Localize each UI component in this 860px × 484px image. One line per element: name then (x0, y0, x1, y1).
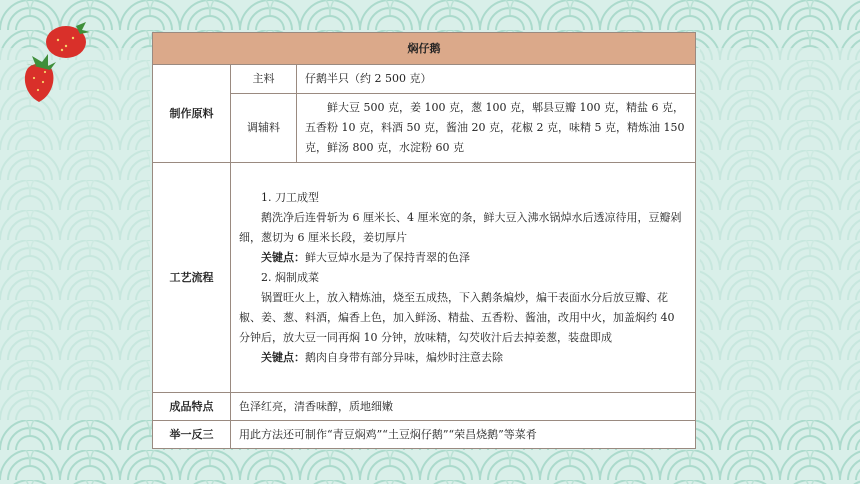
recipe-title: 焖仔鹅 (153, 33, 696, 65)
step-2-title: 2. 焖制成菜 (261, 270, 319, 284)
ingredients-heading: 制作原料 (153, 65, 231, 163)
step-2-text: 锅置旺火上，放入精炼油，烧至五成热，下入鹅条煸炒，煸干表面水分后放豆瓣、花椒、姜、葱、料酒，煸香上色，加入鲜汤、精盐、五香粉、酱油，改用中火，加盖焖约 40 分钟后，放大豆一同再焖 10 分钟，放味精，勾芡收汁后去掉姜葱，装盘即成 (239, 290, 675, 344)
process-body (231, 163, 696, 393)
features-text: 色泽红亮，清香味醇，质地细嫩 (231, 393, 696, 421)
extend-heading: 举一反三 (153, 421, 231, 449)
seasoning-row (153, 94, 696, 163)
key-point-text: 鲜大豆焯水是为了保持青翠的色泽 (305, 250, 470, 264)
recipe-table (152, 32, 696, 449)
key-point-text: 鹅肉自身带有部分异味，煸炒时注意去除 (305, 350, 503, 364)
right-wave-band (700, 48, 860, 420)
seasoning-value: 鲜大豆 500 克，姜 100 克，葱 100 克，郫县豆瓣 100 克，精盐 6 克，五香粉 10 克，料酒 50 克，酱油 20 克，花椒 2 克，味精 5 克，精炼油 150 克，鲜汤 800 克，水淀粉 60 克 (305, 101, 685, 154)
step-1-text: 鹅洗净后连骨斩为 6 厘米长、4 厘米宽的条，鲜大豆入沸水锅焯水后透凉待用，豆瓣剁细，葱切为 6 厘米长段，姜切厚片 (239, 210, 682, 244)
step-1-title: 1. 刀工成型 (261, 190, 319, 204)
main-ingredient-label: 主料 (231, 65, 297, 94)
seasoning-label: 调辅料 (231, 94, 297, 163)
extend-text: 用此方法还可制作“青豆焖鸡”“土豆焖仔鹅”“荣昌烧鹅”等菜肴 (231, 421, 696, 449)
main-ingredient-value: 仔鹅半只（约 2 500 克） (297, 65, 696, 94)
extend-row (153, 421, 696, 449)
key-point-2 (239, 348, 687, 368)
key-point-1 (239, 248, 687, 268)
process-row (153, 163, 696, 393)
recipe-title-row (153, 33, 696, 65)
process-heading: 工艺流程 (153, 163, 231, 393)
strawberry-icon (18, 52, 60, 104)
features-heading: 成品特点 (153, 393, 231, 421)
key-point-label: 关键点： (261, 350, 305, 364)
features-row (153, 393, 696, 421)
key-point-label: 关键点： (261, 250, 305, 264)
main-ingredient-row (153, 65, 696, 94)
